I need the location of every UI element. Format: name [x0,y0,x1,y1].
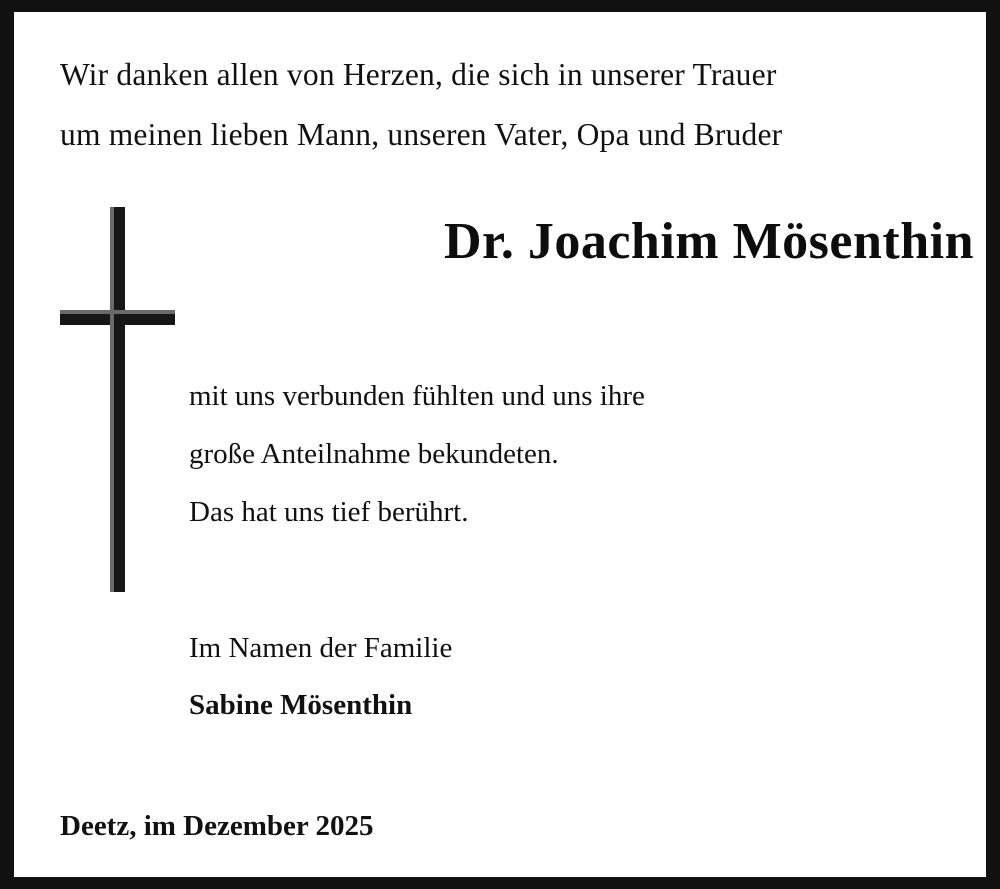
body-line-3: Das hat uns tief berührt. [189,496,469,528]
body-line-2: große Anteilnahme bekundeten. [189,438,559,470]
family-signature: Sabine Mösenthin [189,688,413,721]
intro-line-2: um meinen lieben Mann, unseren Vater, Opa und Bruder [60,116,783,152]
intro-text [60,45,980,165]
family-intro: Im Namen der Familie [189,632,453,664]
obituary-card [14,12,986,877]
family-block [189,620,969,733]
body-line-1: mit uns verbunden fühlten und uns ihre [189,380,645,412]
deceased-name: Dr. Joachim Mösenthin [443,213,974,270]
cross-icon [60,207,180,592]
place-and-date: Deetz, im Dezember 2025 [60,810,374,842]
cross-vertical-highlight [110,207,114,592]
body-text [189,367,969,541]
cross-horizontal-highlight [60,310,175,314]
intro-line-1: Wir danken allen von Herzen, die sich in unserer Trauer [60,57,777,92]
